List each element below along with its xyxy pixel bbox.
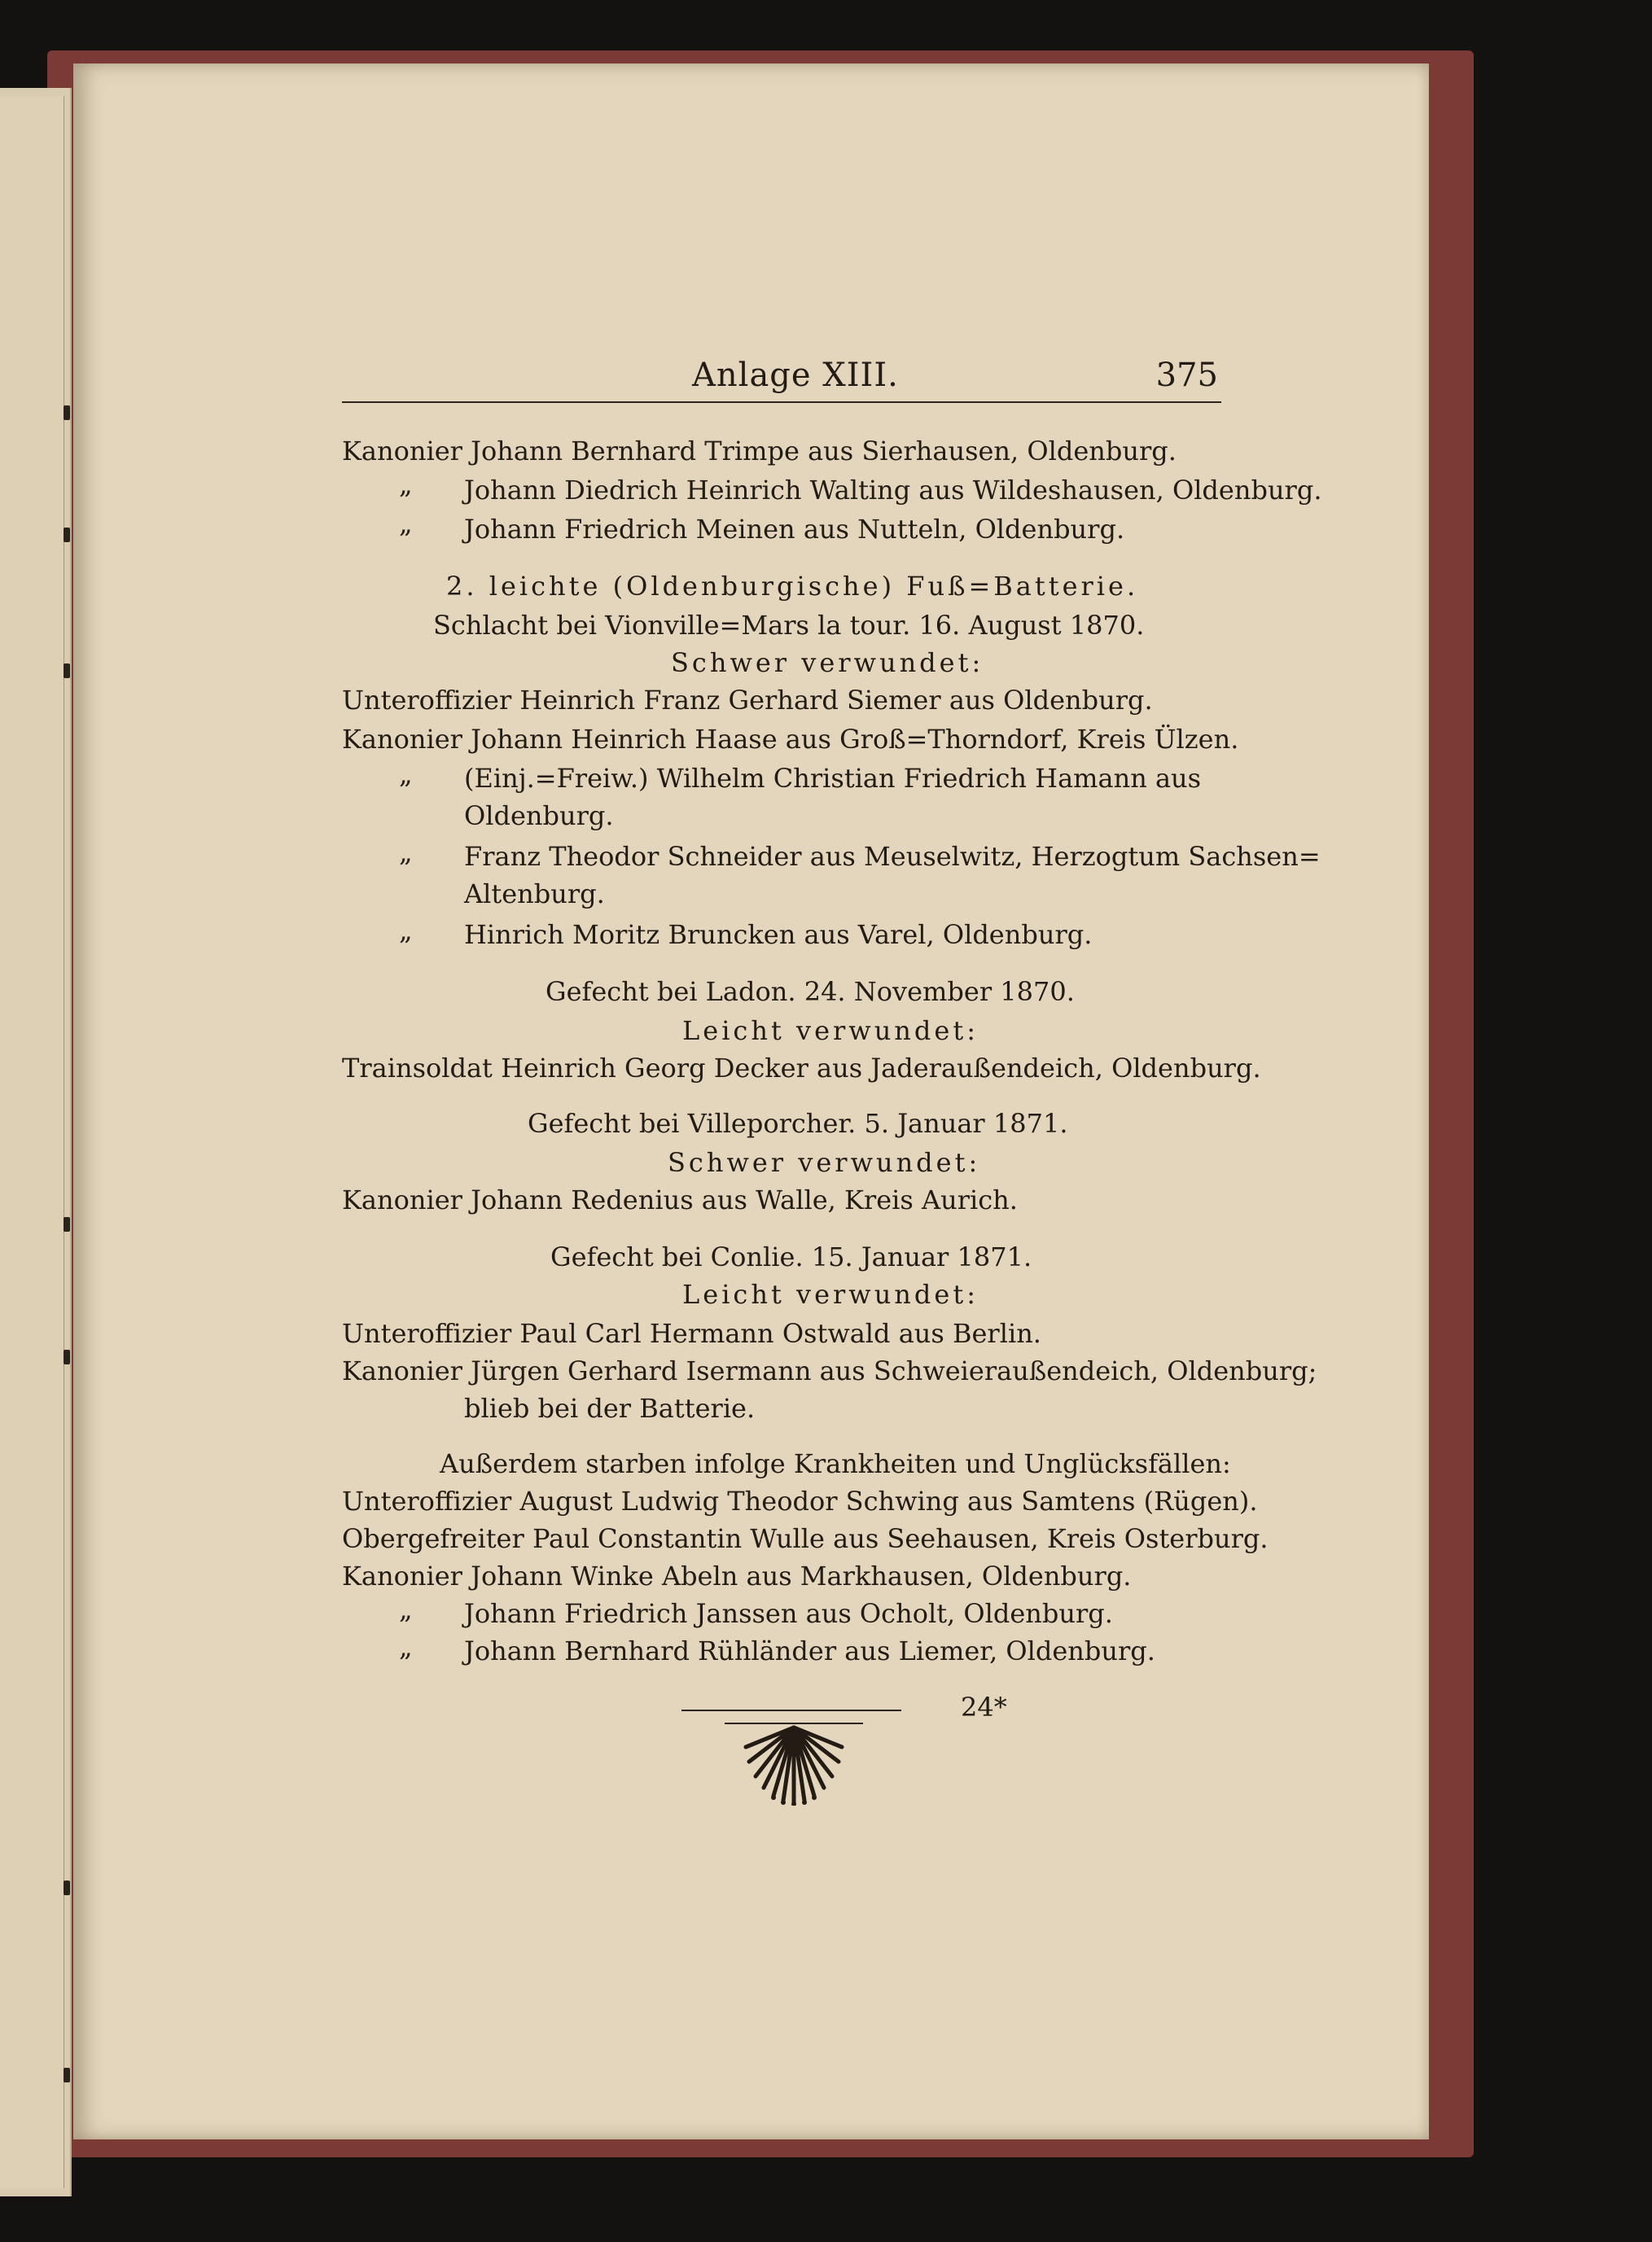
ditto-mark: „ [399, 1594, 413, 1625]
text-line: Johann Bernhard Rühländer aus Liemer, Oldenburg. [464, 1636, 1155, 1666]
ditto-mark: „ [399, 1631, 413, 1662]
text-line: Kanonier Johann Winke Abeln aus Markhausen, Oldenburg. [342, 1561, 1132, 1592]
text-line: Johann Friedrich Meinen aus Nutteln, Oldenburg. [464, 514, 1125, 545]
battle-heading: Gefecht bei Conlie. 15. Januar 1871. [550, 1241, 1032, 1272]
fan-ornament-icon [741, 1724, 847, 1806]
battle-heading: Gefecht bei Villeporcher. 5. Januar 1871. [528, 1108, 1068, 1139]
section-heading: Außerdem starben infolge Krankheiten und Unglücksfällen: [440, 1448, 1231, 1479]
wound-heading: Schwer verwundet: [668, 1147, 981, 1178]
battle-heading: Gefecht bei Ladon. 24. November 1870. [546, 976, 1075, 1007]
binding-stitch [64, 405, 70, 420]
text-line: Kanonier Johann Heinrich Haase aus Groß=Thorndorf, Kreis Ülzen. [342, 724, 1239, 755]
text-line: Kanonier Jürgen Gerhard Isermann aus Schweieraußendeich, Oldenburg; [342, 1355, 1317, 1386]
ditto-mark: „ [399, 759, 413, 790]
binding-stitch [64, 663, 70, 678]
text-line: Unteroffizier August Ludwig Theodor Schwing aus Samtens (Rügen). [342, 1486, 1258, 1517]
text-line: Kanonier Johann Redenius aus Walle, Kreis Aurich. [342, 1184, 1018, 1215]
running-header [342, 357, 1221, 397]
text-line: Johann Friedrich Janssen aus Ocholt, Oldenburg. [464, 1598, 1113, 1629]
header-rule [342, 401, 1221, 403]
binding-stitch [64, 1881, 70, 1895]
text-line: Obergefreiter Paul Constantin Wulle aus Seehausen, Kreis Osterburg. [342, 1523, 1269, 1554]
text-line: Franz Theodor Schneider aus Meuselwitz, Herzogtum Sachsen= [464, 841, 1321, 872]
text-line: Unteroffizier Paul Carl Hermann Ostwald aus Berlin. [342, 1318, 1041, 1349]
wound-heading: Leicht verwundet: [682, 1015, 979, 1046]
text-line: Kanonier Johann Bernhard Trimpe aus Sierhausen, Oldenburg. [342, 436, 1177, 466]
signature-mark: 24* [961, 1692, 1007, 1723]
wound-heading: Schwer verwundet: [671, 647, 984, 678]
text-line: Oldenburg. [464, 800, 614, 831]
text-line: blieb bei der Batterie. [464, 1393, 756, 1424]
text-line: Altenburg. [464, 878, 605, 909]
binding-stitch [64, 2068, 70, 2082]
wound-heading: Leicht verwundet: [682, 1279, 979, 1310]
header-title: Anlage XIII. [692, 357, 899, 394]
ditto-mark: „ [399, 469, 413, 500]
ditto-mark: „ [399, 915, 413, 946]
text-line: Hinrich Moritz Bruncken aus Varel, Oldenburg. [464, 919, 1093, 950]
text-line: Unteroffizier Heinrich Franz Gerhard Siemer aus Oldenburg. [342, 685, 1153, 716]
ornament-rule [681, 1710, 901, 1711]
section-heading: 2. leichte (Oldenburgische) Fuß=Batterie. [446, 571, 1139, 602]
book-page [73, 63, 1429, 2139]
left-page-sheet [0, 96, 64, 2188]
text-line: Trainsoldat Heinrich Georg Decker aus Jaderaußendeich, Oldenburg. [342, 1053, 1261, 1084]
text-line: Johann Diedrich Heinrich Walting aus Wildeshausen, Oldenburg. [464, 475, 1322, 506]
page-number: 375 [1155, 357, 1218, 394]
ditto-mark: „ [399, 837, 413, 868]
binding-stitch [64, 1217, 70, 1232]
ditto-mark: „ [399, 508, 413, 539]
binding-stitch [64, 1350, 70, 1364]
binding-stitch [64, 528, 70, 542]
battle-heading: Schlacht bei Vionville=Mars la tour. 16. August 1870. [433, 610, 1145, 641]
text-line: (Einj.=Freiw.) Wilhelm Christian Friedrich Hamann aus [464, 763, 1202, 794]
